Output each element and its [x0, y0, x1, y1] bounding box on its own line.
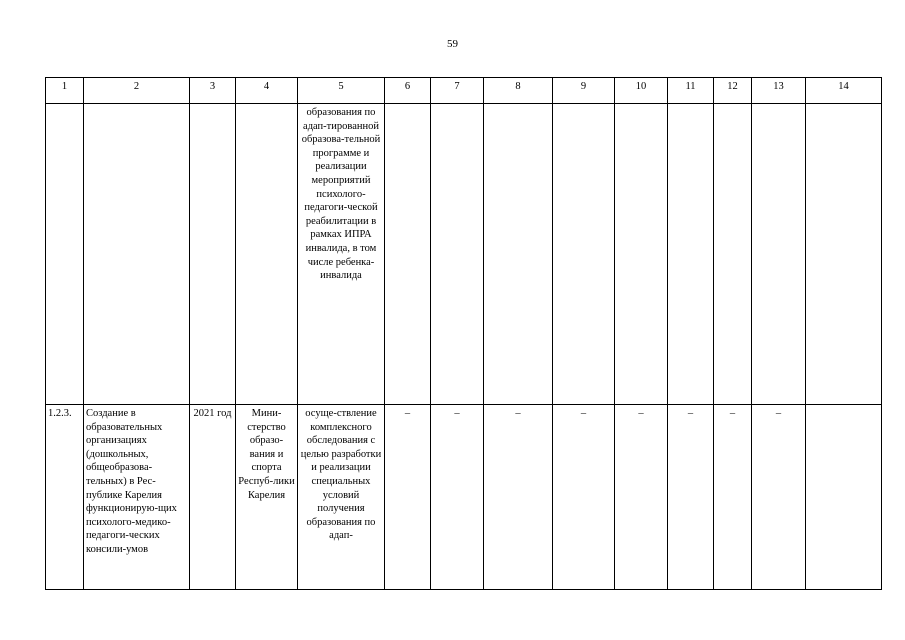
header-cell: 4	[236, 78, 298, 104]
empty-cell	[431, 104, 484, 405]
measure-continuation-cell: образования по адап-тированной образова-тельной программе и реализации мероприятий психолого-педагоги-ческой реабилитации в рамках ИПРА инвалида, в том числе ребенка-инвалида	[298, 104, 385, 405]
header-cell: 5	[298, 78, 385, 104]
dash-cell: –	[615, 405, 668, 590]
header-cell: 7	[431, 78, 484, 104]
executor-cell: Мини-стерство образо-вания и спорта Респуб-лики Карелия	[236, 405, 298, 590]
header-cell: 3	[190, 78, 236, 104]
empty-cell	[190, 104, 236, 405]
empty-cell	[553, 104, 615, 405]
table-row	[46, 104, 882, 405]
page-number: 59	[447, 38, 458, 50]
table-row	[46, 405, 882, 590]
header-cell: 1	[46, 78, 84, 104]
empty-cell	[236, 104, 298, 405]
empty-cell	[615, 104, 668, 405]
header-cell: 13	[752, 78, 806, 104]
header-cell: 12	[714, 78, 752, 104]
dash-cell: –	[431, 405, 484, 590]
dash-cell: –	[553, 405, 615, 590]
empty-cell	[385, 104, 431, 405]
empty-cell	[484, 104, 553, 405]
empty-cell	[752, 104, 806, 405]
header-row	[46, 78, 882, 104]
empty-cell	[84, 104, 190, 405]
header-cell: 2	[84, 78, 190, 104]
header-cell: 9	[553, 78, 615, 104]
empty-cell	[806, 104, 882, 405]
plan-table	[45, 77, 882, 590]
header-cell: 6	[385, 78, 431, 104]
header-cell: 14	[806, 78, 882, 104]
empty-cell	[46, 104, 84, 405]
dash-cell: –	[752, 405, 806, 590]
dash-cell: –	[385, 405, 431, 590]
header-cell: 8	[484, 78, 553, 104]
empty-cell	[714, 104, 752, 405]
dash-cell: –	[714, 405, 752, 590]
header-cell: 10	[615, 78, 668, 104]
header-cell: 11	[668, 78, 714, 104]
empty-cell	[806, 405, 882, 590]
item-name-cell: Создание в образовательных организациях (дошкольных, общеобразова-тельных) в Рес-публике Карелия функционирую-щих психолого-медико-педагоги-ческих консили-умов	[84, 405, 190, 590]
dash-cell: –	[668, 405, 714, 590]
dash-cell: –	[484, 405, 553, 590]
item-number-cell: 1.2.3.	[46, 405, 84, 590]
measure-cell: осуще-ствление комплексного обследования с целью разработки и реализации специальных условий получения образования по адап-	[298, 405, 385, 590]
year-cell: 2021 год	[190, 405, 236, 590]
empty-cell	[668, 104, 714, 405]
